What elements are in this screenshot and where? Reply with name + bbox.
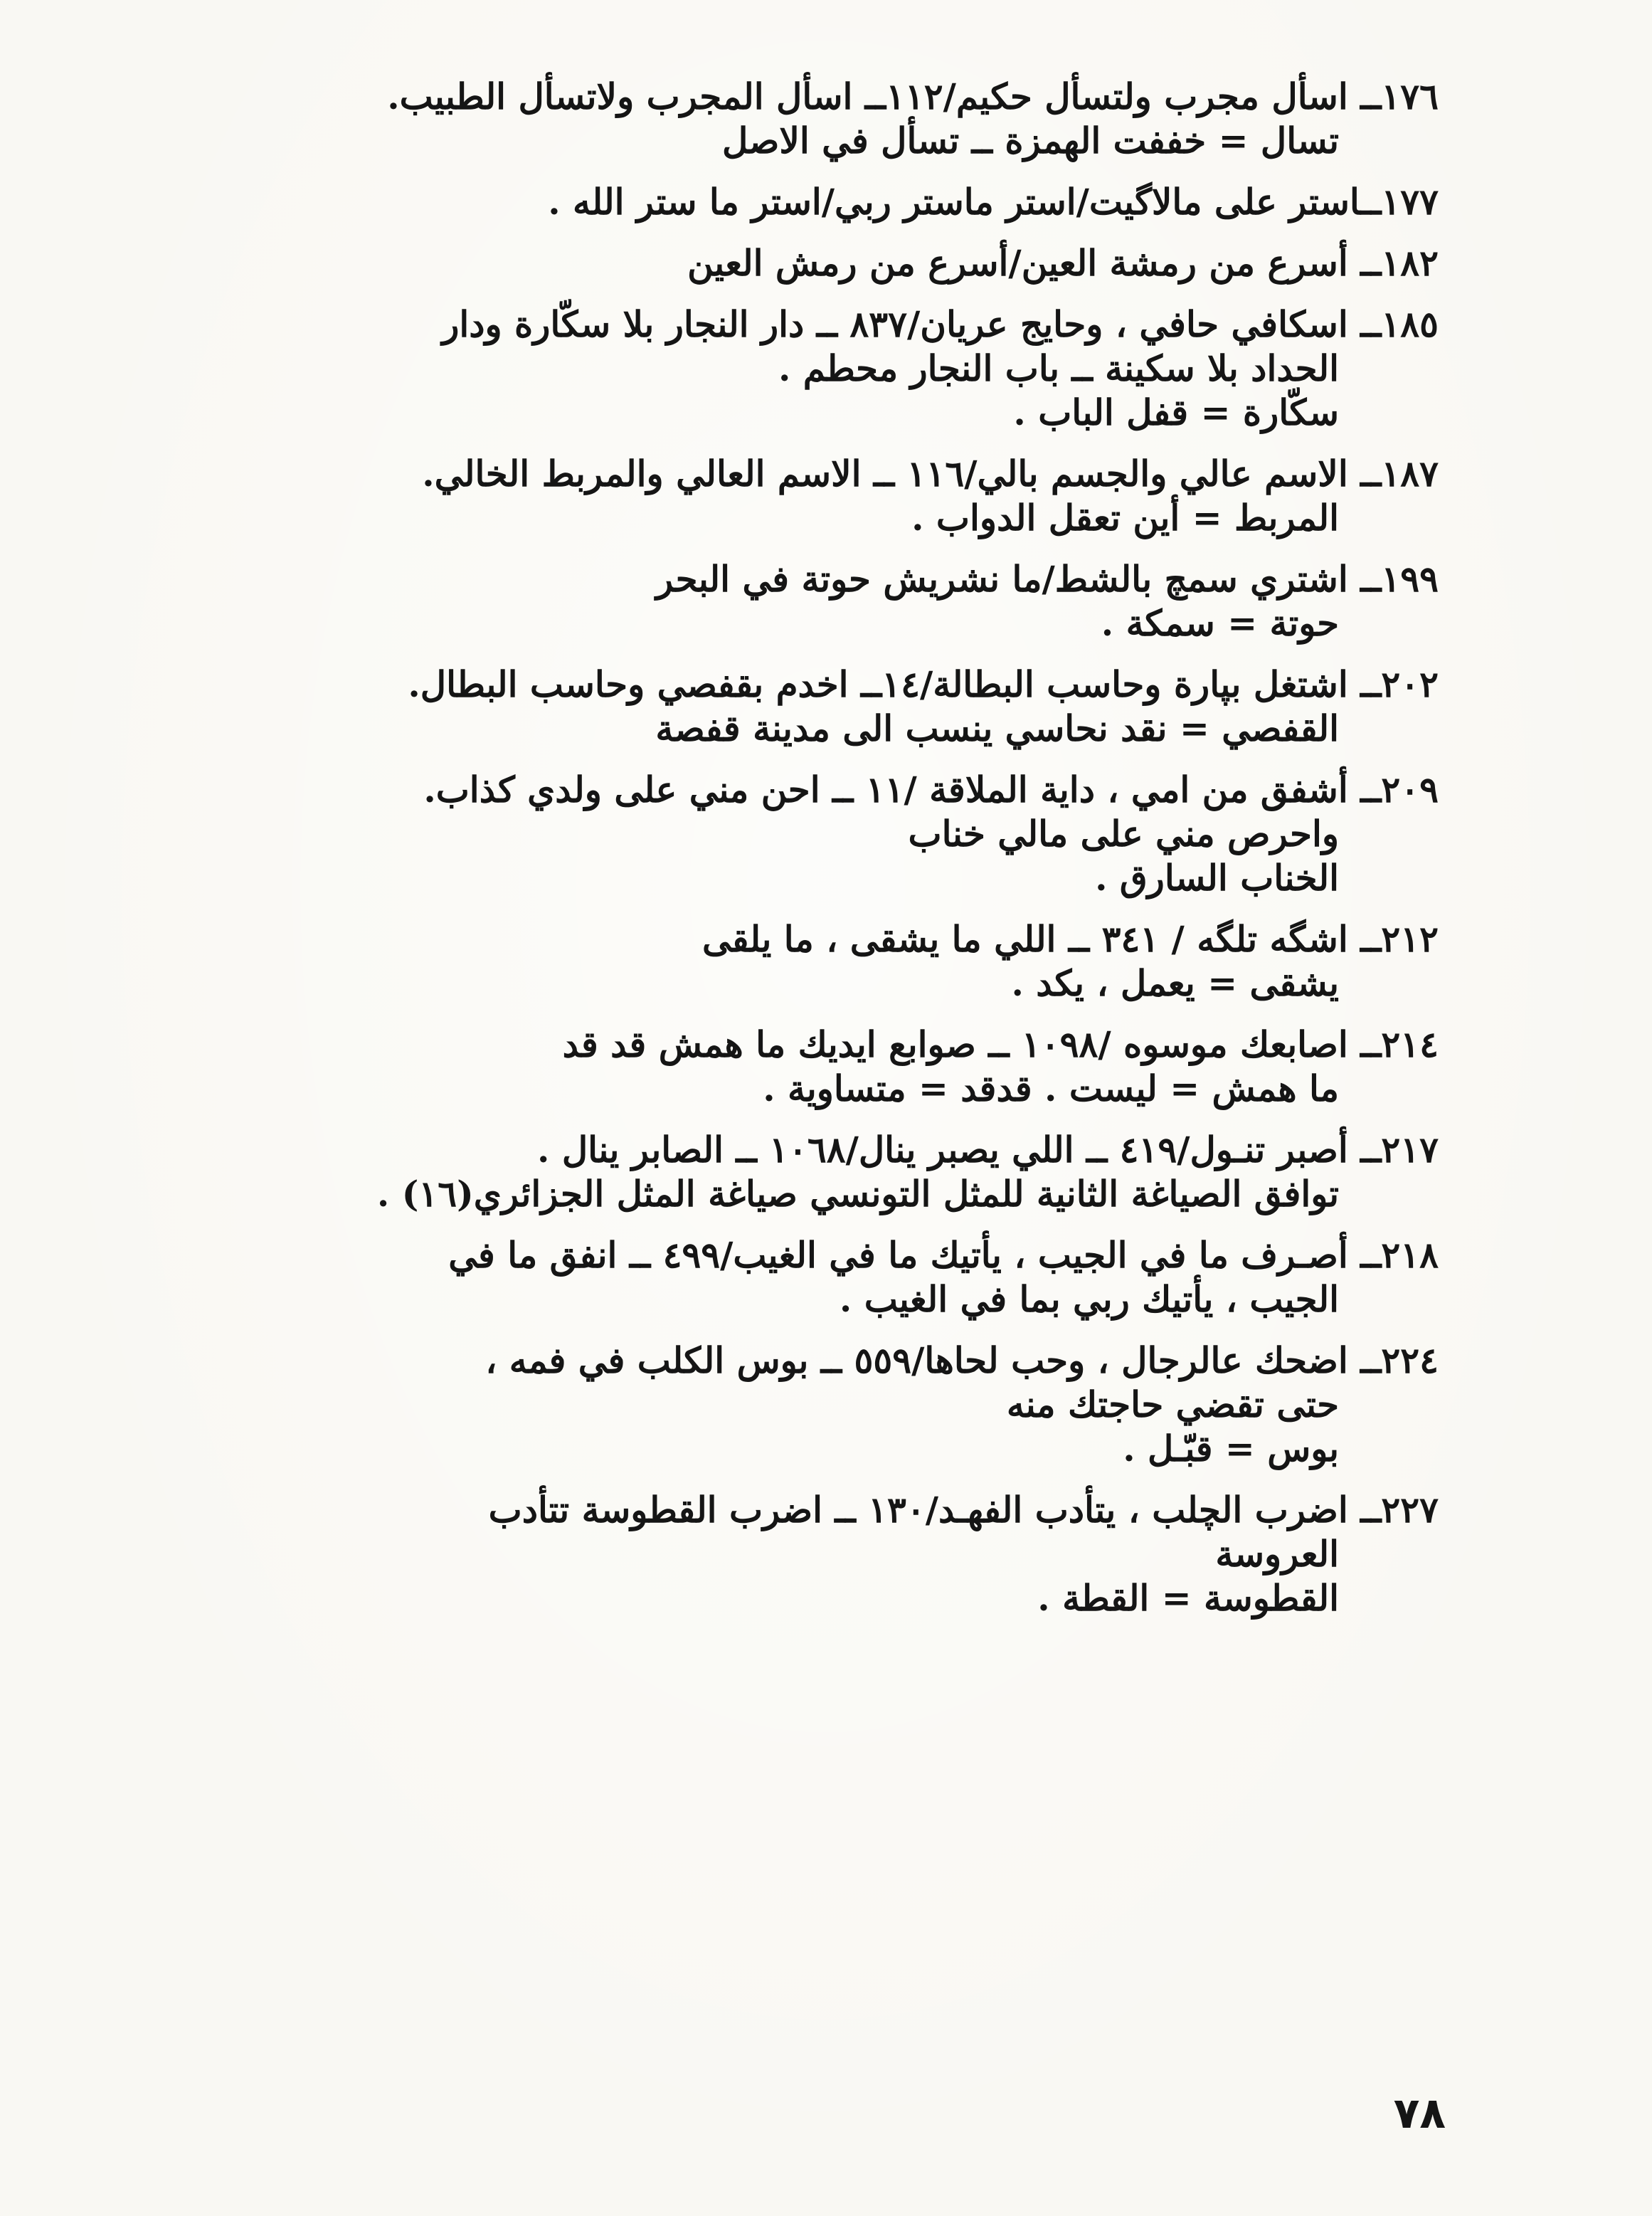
proverb-note-line: القفصي = نقد نحاسي ينسب الى مدينة قفصة <box>655 707 1339 749</box>
proverb-note-line: الخناب السارق . <box>1095 857 1339 899</box>
proverb-note-line: بوس = قبّـل . <box>1123 1428 1339 1470</box>
proverb-entry <box>179 1023 1439 1111</box>
proverbs-list <box>179 75 1439 1637</box>
proverb-note-line: حتى تقضي حاجتك منه <box>1006 1383 1339 1425</box>
proverb-line: ١٧٧ــاستر على مالاگيت/استر ماستر ربي/استر ما ستر الله . <box>548 181 1439 223</box>
proverb-line: ٢٠٩ــ أشفق من امي ، داية الملاقة /١١ ــ احن مني على ولدي كذاب. <box>423 769 1439 811</box>
proverb-entry <box>179 180 1439 224</box>
proverb-entry <box>179 1233 1439 1321</box>
proverb-note-line: واحرص مني على مالي خناب <box>908 813 1339 855</box>
proverb-entry <box>179 917 1439 1006</box>
proverb-note-line: يشقى = يعمل ، يكد . <box>1011 962 1339 1004</box>
proverb-line: ٢١٧ــ أصبر تنـول/٤١٩ ــ اللي يصبر ينال/١٠٦٨ ــ الصابر ينال . <box>537 1129 1439 1171</box>
proverb-note-line: سكّارة = قفل الباب . <box>1013 391 1339 433</box>
proverb-line: ١٧٦ــ اسأل مجرب ولتسأل حكيم/١١٢ــ اسأل المجرب ولاتسأل الطبيب. <box>387 75 1439 117</box>
proverb-line: ٢٢٤ــ اضحك عالرجال ، وحب لحاها/٥٥٩ ــ بوس الكلب في فمه ، <box>485 1339 1439 1381</box>
proverb-entry <box>179 1339 1439 1471</box>
proverb-note-line: القطوسة = القطة . <box>1037 1577 1339 1619</box>
proverb-note-line: تسال = خففت الهمزة ــ تسأل في الاصل <box>722 120 1339 162</box>
proverb-line: ١٨٧ــ الاسم عالي والجسم بالي/١١٦ ــ الاسم العالي والمربط الخالي. <box>422 453 1439 495</box>
proverb-note-line: المربط = أين تعقل الدواب . <box>911 497 1339 539</box>
proverb-line: ١٩٩ــ اشتري سمچ بالشط/ما نشريش حوتة في البحر <box>655 558 1439 600</box>
proverb-entry <box>179 302 1439 435</box>
proverb-entry <box>179 663 1439 751</box>
proverb-entry <box>179 1128 1439 1216</box>
proverb-line: ١٨٥ــ اسكافي حافي ، وحايج عريان/٨٣٧ ــ دار النجار بلا سكّارة ودار <box>442 303 1439 345</box>
proverb-entry <box>179 241 1439 285</box>
proverb-note-line: توافق الصياغة الثانية للمثل التونسي صياغة المثل الجزائري(١٦) . <box>376 1173 1339 1215</box>
proverb-note-line: الحداد بلا سكينة ــ باب النجار محطم . <box>778 347 1339 389</box>
proverb-line: ٢٠٢ــ اشتغل بپارة وحاسب البطالة/١٤ــ اخدم بقفصي وحاسب البطال. <box>408 663 1439 705</box>
proverb-note-line: العروسة <box>1215 1533 1339 1575</box>
proverb-note-line: حوتة = سمكة . <box>1101 602 1339 644</box>
proverb-entry <box>179 557 1439 645</box>
proverb-note-line: الجيب ، يأتيك ربي بما في الغيب . <box>839 1278 1339 1320</box>
proverb-entry <box>179 75 1439 163</box>
proverb-line: ٢١٤ــ اصابعك موسوه /١٠٩٨ ــ صوابع ايديك ما همش قد قد <box>562 1023 1439 1065</box>
proverb-line: ٢١٢ــ اشگه تلگه / ٣٤١ ــ اللي ما يشقى ، ما يلقى <box>701 918 1439 960</box>
proverb-line: ٢٢٧ــ اضرب الچلب ، يتأدب الفهـد/١٣٠ ــ اضرب القطوسة تتأدب <box>488 1489 1439 1531</box>
proverb-entry <box>179 768 1439 900</box>
page-number: ٧٨ <box>1393 2089 1446 2138</box>
proverb-entry <box>179 452 1439 540</box>
proverb-line: ١٨٢ــ أسرع من رمشة العين/أسرع من رمش العين <box>687 242 1439 284</box>
proverb-line: ٢١٨ــ أصـرف ما في الجيب ، يأتيك ما في الغيب/٤٩٩ ــ انفق ما في <box>448 1234 1439 1276</box>
proverb-note-line: ما همش = ليست . قدقد = متساوية . <box>763 1067 1339 1109</box>
proverb-entry <box>179 1488 1439 1620</box>
